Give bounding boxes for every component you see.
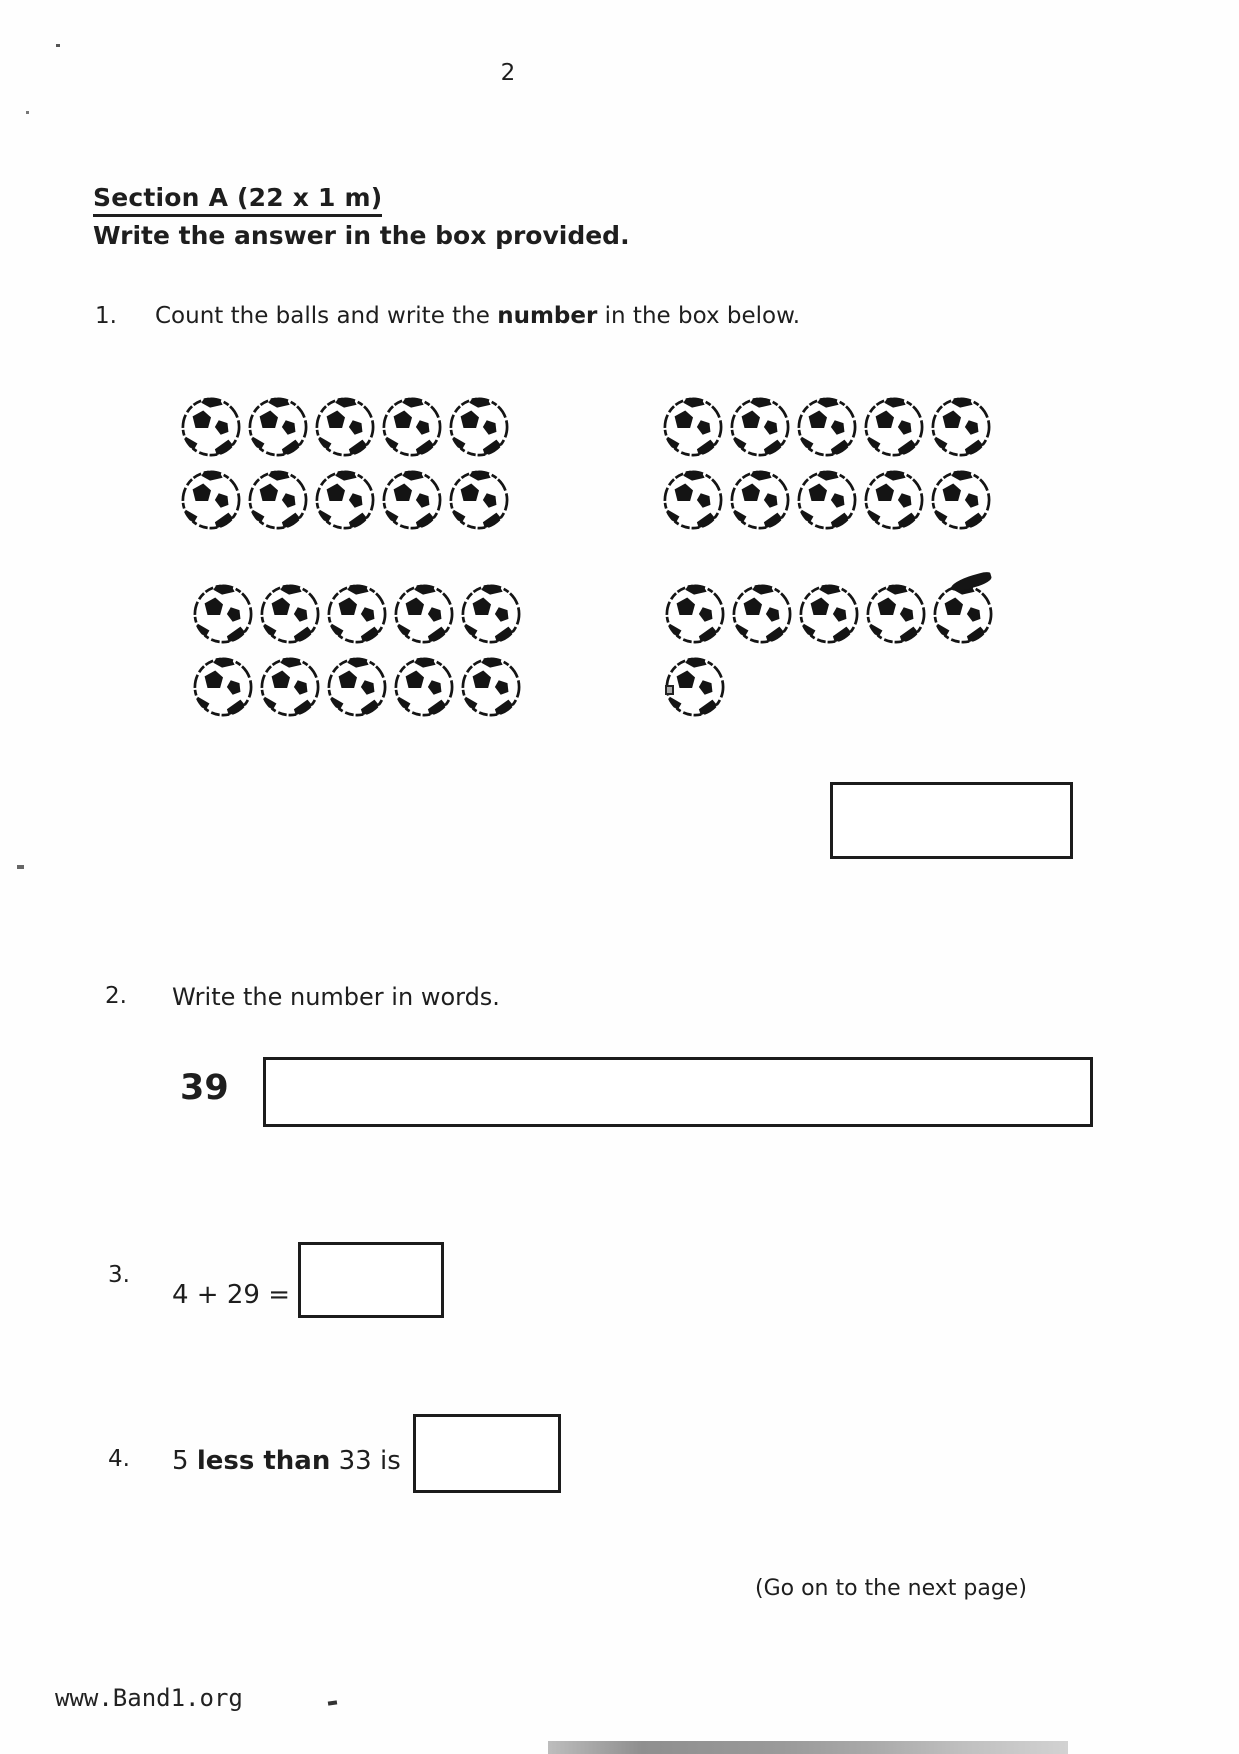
soccer-ball-icon: [729, 469, 791, 531]
soccer-ball-icon: [259, 656, 321, 718]
page-number: 2: [500, 60, 516, 86]
scan-speck: [328, 1700, 337, 1705]
soccer-ball-icon: [381, 396, 443, 458]
soccer-ball-icon: [393, 583, 455, 645]
scan-speck: [26, 111, 29, 114]
question-1-number: 1.: [95, 303, 117, 329]
soccer-ball-icon: [180, 469, 242, 531]
question-1-text: [155, 303, 800, 329]
soccer-ball-icon: [448, 396, 510, 458]
soccer-ball-icon: [796, 396, 858, 458]
question-2-text: Write the number in words.: [172, 983, 500, 1011]
question-3-text: 4 + 29 =: [172, 1280, 290, 1310]
ball-group-bottom-left: [192, 583, 522, 729]
ball-row: [180, 469, 510, 531]
soccer-ball-icon: [381, 469, 443, 531]
question-1-text-after: in the box below.: [597, 303, 801, 329]
ball-row: [664, 656, 994, 718]
ball-row: [180, 396, 510, 458]
soccer-ball-icon: [863, 469, 925, 531]
section-title: Section A (22 x 1 m): [93, 183, 382, 217]
soccer-ball-icon: [448, 469, 510, 531]
ball-row: [192, 656, 522, 718]
soccer-ball-icon: [259, 583, 321, 645]
question-3-answer-box[interactable]: [298, 1242, 444, 1318]
soccer-ball-icon: [326, 656, 388, 718]
scan-artifact-bar: [548, 1741, 1068, 1754]
soccer-ball-icon: [798, 583, 860, 645]
scan-speck: [56, 44, 60, 47]
ink-square-mark: [665, 685, 674, 695]
soccer-ball-icon: [930, 469, 992, 531]
ball-row: [662, 396, 992, 458]
soccer-ball-icon: [863, 396, 925, 458]
question-4-number: 4.: [108, 1446, 130, 1472]
soccer-ball-icon: [865, 583, 927, 645]
ball-group-top-left: [180, 396, 510, 542]
soccer-ball-icon: [664, 583, 726, 645]
question-2-number: 2.: [105, 983, 127, 1009]
soccer-ball-icon: [796, 469, 858, 531]
soccer-ball-icon: [930, 396, 992, 458]
soccer-ball-icon: [662, 396, 724, 458]
soccer-ball-icon: [192, 583, 254, 645]
soccer-ball-icon: [731, 583, 793, 645]
soccer-ball-icon: [314, 469, 376, 531]
question-4-answer-box[interactable]: [413, 1414, 561, 1493]
soccer-ball-icon: [393, 656, 455, 718]
scan-speck: [17, 865, 24, 869]
question-4-text-bold: less than: [196, 1446, 331, 1476]
soccer-ball-icon: [247, 396, 309, 458]
section-instruction: Write the answer in the box provided.: [93, 221, 630, 250]
soccer-ball-icon: [932, 583, 994, 645]
ball-row: [662, 469, 992, 531]
question-4-text-after: 33 is: [330, 1446, 401, 1476]
question-3-number: 3.: [108, 1262, 130, 1288]
question-1-text-before: Count the balls and write the: [155, 303, 498, 329]
soccer-ball-icon: [180, 396, 242, 458]
soccer-ball-icon: [729, 396, 791, 458]
ball-group-bottom-right: [664, 583, 994, 729]
ball-row: [664, 583, 994, 645]
question-4-text-before: 5: [172, 1446, 197, 1476]
question-1-text-bold: number: [497, 303, 598, 329]
question-2-given-number: 39: [180, 1068, 229, 1108]
soccer-ball-icon: [662, 469, 724, 531]
soccer-ball-icon: [326, 583, 388, 645]
question-4-text: [172, 1446, 401, 1476]
soccer-ball-icon: [192, 656, 254, 718]
soccer-ball-icon: [247, 469, 309, 531]
soccer-ball-icon: [460, 656, 522, 718]
question-1-answer-box[interactable]: [830, 782, 1073, 859]
soccer-ball-icon: [460, 583, 522, 645]
ball-group-top-right: [662, 396, 992, 542]
footer-url: www.Band1.org: [55, 1684, 243, 1712]
question-2-answer-box[interactable]: [263, 1057, 1093, 1127]
next-page-note: (Go on to the next page): [755, 1576, 1027, 1601]
soccer-ball-icon: [314, 396, 376, 458]
ball-row: [192, 583, 522, 645]
